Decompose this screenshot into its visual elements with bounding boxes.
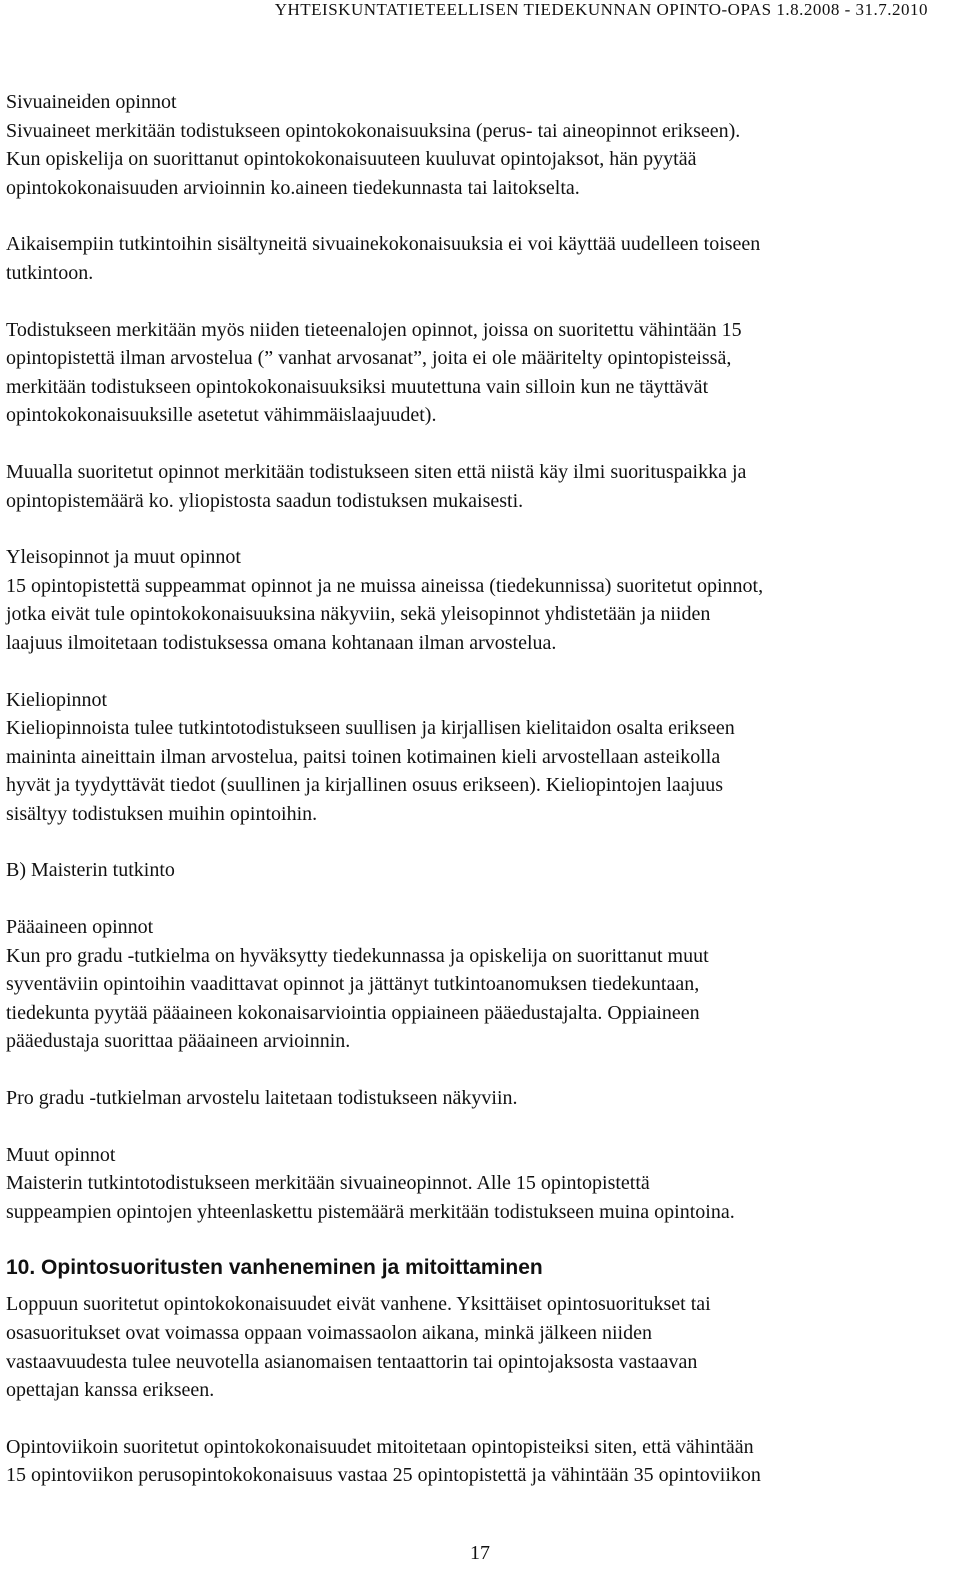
text-line: Loppuun suoritetut opintokokonaisuudet eivät vanhene. Yksittäiset opintosuoritukset tai: [6, 1293, 711, 1316]
paragraph: [6, 1290, 954, 1404]
paragraph: [6, 117, 954, 203]
text-line: opintopistettä ilman arvostelua (” vanhat arvosanat”, joita ei ole määritelty opintopisteissä,: [6, 347, 732, 370]
page-number: 17: [470, 1542, 490, 1564]
text-line: tiedekunta pyytää pääaineen kokonaisarviointia oppiaineen pääedustajalta. Oppiaineen: [6, 1001, 700, 1024]
section-sivuaineet: [6, 88, 954, 515]
section-yleisopinnot: [6, 543, 954, 657]
text-line: jotka eivät tule opintokokonaisuuksina näkyviin, sekä yleisopinnot yhdistetään ja niiden: [6, 603, 711, 626]
text-line: tutkintoon.: [6, 261, 94, 284]
paragraph: [6, 1433, 954, 1490]
paragraph: [6, 572, 954, 658]
text-line: osasuoritukset ovat voimassa oppaan voimassaolon aikana, minkä jälkeen niiden: [6, 1322, 652, 1344]
paragraph: [6, 1084, 954, 1113]
text-line: opettajan kanssa erikseen.: [6, 1379, 215, 1402]
section-heading: Kieliopinnot: [6, 688, 108, 711]
section-heading: Sivuaineiden opinnot: [6, 91, 177, 113]
text-line: laajuus ilmoitetaan todistuksessa omana kohtanaan ilman arvostelua.: [6, 631, 557, 654]
text-line: merkitään todistukseen opintokokonaisuuksiksi muutettuna vain silloin kun ne täyttävät: [6, 375, 709, 398]
paragraph: [6, 458, 954, 515]
text-line: Muualla suoritetut opinnot merkitään todistukseen siten että niistä käy ilmi suorituspaikka ja: [6, 460, 747, 483]
section-muut: [6, 1141, 954, 1227]
text-line: Kun opiskelija on suorittanut opintokokonaisuuteen kuuluvat opintojaksot, hän pyytää: [6, 148, 697, 171]
section-paaaine: [6, 913, 954, 1113]
text-line: syventäviin opintoihin vaadittavat opinnot ja jättänyt tutkintoanomuksen tiedekuntaan,: [6, 973, 700, 996]
text-line: Pro gradu -tutkielman arvostelu laitetaan todistukseen näkyviin.: [6, 1087, 518, 1110]
section-heading: Yleisopinnot ja muut opinnot: [6, 546, 241, 569]
text-line: pääedustaja suorittaa pääaineen arvioinnin.: [6, 1030, 351, 1053]
section-chapter-10: [6, 1254, 954, 1490]
paragraph: [6, 230, 954, 287]
running-header: YHTEISKUNTATIETEELLISEN TIEDEKUNNAN OPINTO-OPAS 1.8.2008 - 31.7.2010: [274, 0, 928, 19]
paragraph: [6, 714, 954, 828]
text-line: vastaavuudesta tulee neuvotella asianomaisen tentaattorin tai opintojaksosta vastaavan: [6, 1350, 698, 1373]
text-line: Todistukseen merkitään myös niiden tieteenalojen opinnot, joissa on suoritettu vähintään 15: [6, 318, 742, 341]
text-line: Aikaisempiin tutkintoihin sisältyneitä sivuainekokonaisuuksia ei voi käyttää uudelleen toiseen: [6, 233, 761, 256]
text-line: sisältyy todistuksen muihin opintoihin.: [6, 802, 318, 825]
text-line: Opintoviikoin suoritetut opintokokonaisuudet mitoitetaan opintopisteiksi siten, että vähintään: [6, 1435, 754, 1458]
section-kieliopinnot: [6, 686, 954, 829]
paragraph: [6, 1169, 954, 1226]
text-line: opintokokonaisuuksille asetetut vähimmäislaajuudet).: [6, 404, 437, 427]
text-line: Sivuaineet merkitään todistukseen opintokokonaisuuksina (perus- tai aineopinnot erikseen).: [6, 119, 741, 142]
text-line: suppeampien opintojen yhteenlaskettu pistemäärä merkitään todistukseen muina opintoina.: [6, 1200, 735, 1223]
text-line: Kun pro gradu -tutkielma on hyväksytty tiedekunnassa ja opiskelija on suorittanut muut: [6, 944, 709, 967]
section-heading: Pääaineen opinnot: [6, 916, 154, 939]
text-line: 15 opintopistettä suppeammat opinnot ja ne muissa aineissa (tiedekunnissa) suoritetut opinnot,: [6, 574, 764, 597]
chapter-title: 10. Opintosuoritusten vanheneminen ja mitoittaminen: [6, 1256, 543, 1280]
text-line: Maisterin tutkintotodistukseen merkitään sivuaineopinnot. Alle 15 opintopistettä: [6, 1172, 650, 1195]
paragraph: [6, 942, 954, 1056]
text-line: 15 opintoviikon perusopintokokonaisuus vastaa 25 opintopistettä ja vähintään 35 opintoviikon: [6, 1464, 761, 1487]
text-line: hyvät ja tyydyttävät tiedot (suullinen ja kirjallinen osuus erikseen). Kieliopintojen laajuus: [6, 774, 724, 797]
text-line: opintokokonaisuuden arvioinnin ko.aineen tiedekunnasta tai laitokselta.: [6, 176, 580, 199]
section-heading-maisteri: B) Maisterin tutkinto: [6, 859, 175, 882]
text-line: maininta aineittain ilman arvostelua, paitsi toinen kotimainen kieli arvostellaan asteikolla: [6, 745, 721, 768]
text-line: opintopistemäärä ko. yliopistosta saadun todistuksen mukaisesti.: [6, 489, 524, 512]
document-body: [6, 88, 954, 1490]
paragraph: [6, 316, 954, 430]
text-line: Kieliopinnoista tulee tutkintotodistukseen suullisen ja kirjallisen kielitaidon osalta erikseen: [6, 717, 735, 740]
section-heading: Muut opinnot: [6, 1143, 116, 1166]
